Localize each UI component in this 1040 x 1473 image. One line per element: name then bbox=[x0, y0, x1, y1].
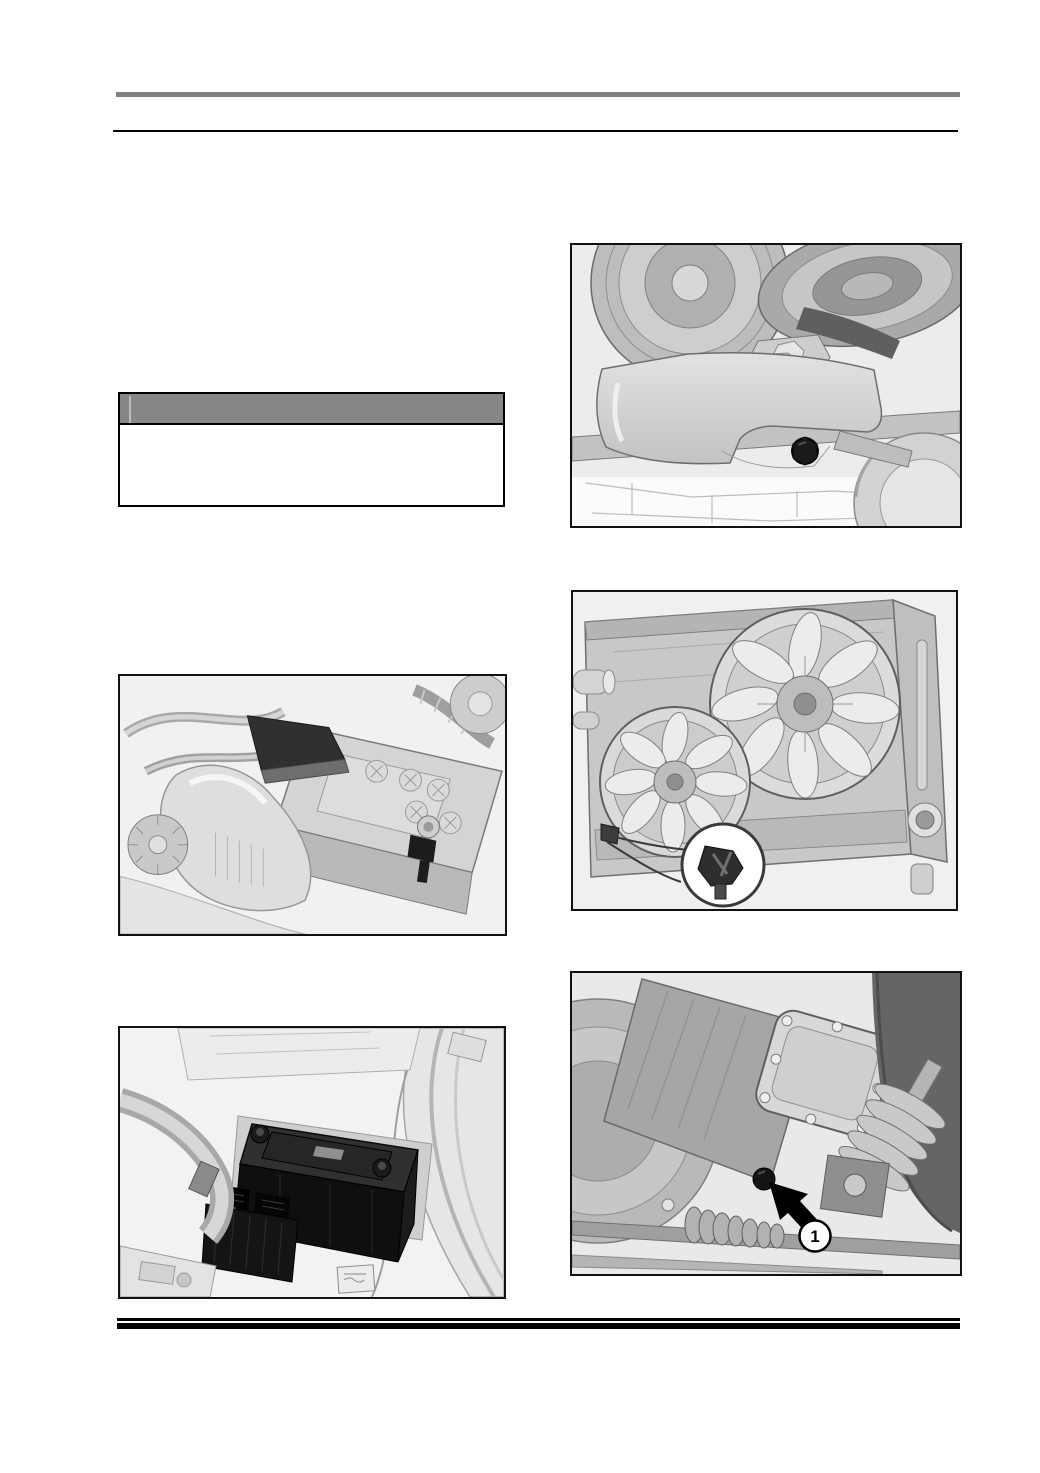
figure-oil-pan-drain-plug bbox=[570, 243, 962, 528]
header-rule-top bbox=[116, 92, 960, 97]
battery-top-illustration bbox=[120, 676, 505, 934]
notice-box-header bbox=[120, 394, 503, 425]
drain-valve-callout bbox=[682, 824, 764, 906]
figure-battery-front bbox=[118, 1026, 506, 1299]
oil-drain-plug bbox=[791, 437, 819, 465]
figure-radiator-drain-valve bbox=[571, 590, 958, 911]
stamped-plate bbox=[337, 1265, 375, 1293]
header-rule-bottom bbox=[113, 130, 958, 132]
notice-box bbox=[118, 392, 505, 507]
footer-rule-thick bbox=[117, 1323, 960, 1329]
oil-pan-illustration bbox=[572, 245, 960, 526]
notice-header-tick bbox=[129, 396, 131, 423]
footer-rule bbox=[117, 1318, 960, 1329]
mount-bracket bbox=[820, 1155, 889, 1217]
callout-1-label: 1 bbox=[810, 1227, 820, 1246]
notice-box-body bbox=[120, 425, 503, 441]
callout-1 bbox=[800, 1221, 831, 1252]
engine-mount-cap bbox=[468, 692, 492, 716]
reservoir-cap bbox=[128, 815, 188, 875]
transmission-illustration bbox=[572, 973, 960, 1274]
figure-battery-top-cover bbox=[118, 674, 507, 936]
battery-front-illustration bbox=[120, 1028, 504, 1297]
radiator-drain-valve bbox=[601, 824, 619, 844]
figure-transmission-drain-plug bbox=[570, 971, 962, 1276]
radiator-illustration bbox=[573, 592, 956, 909]
